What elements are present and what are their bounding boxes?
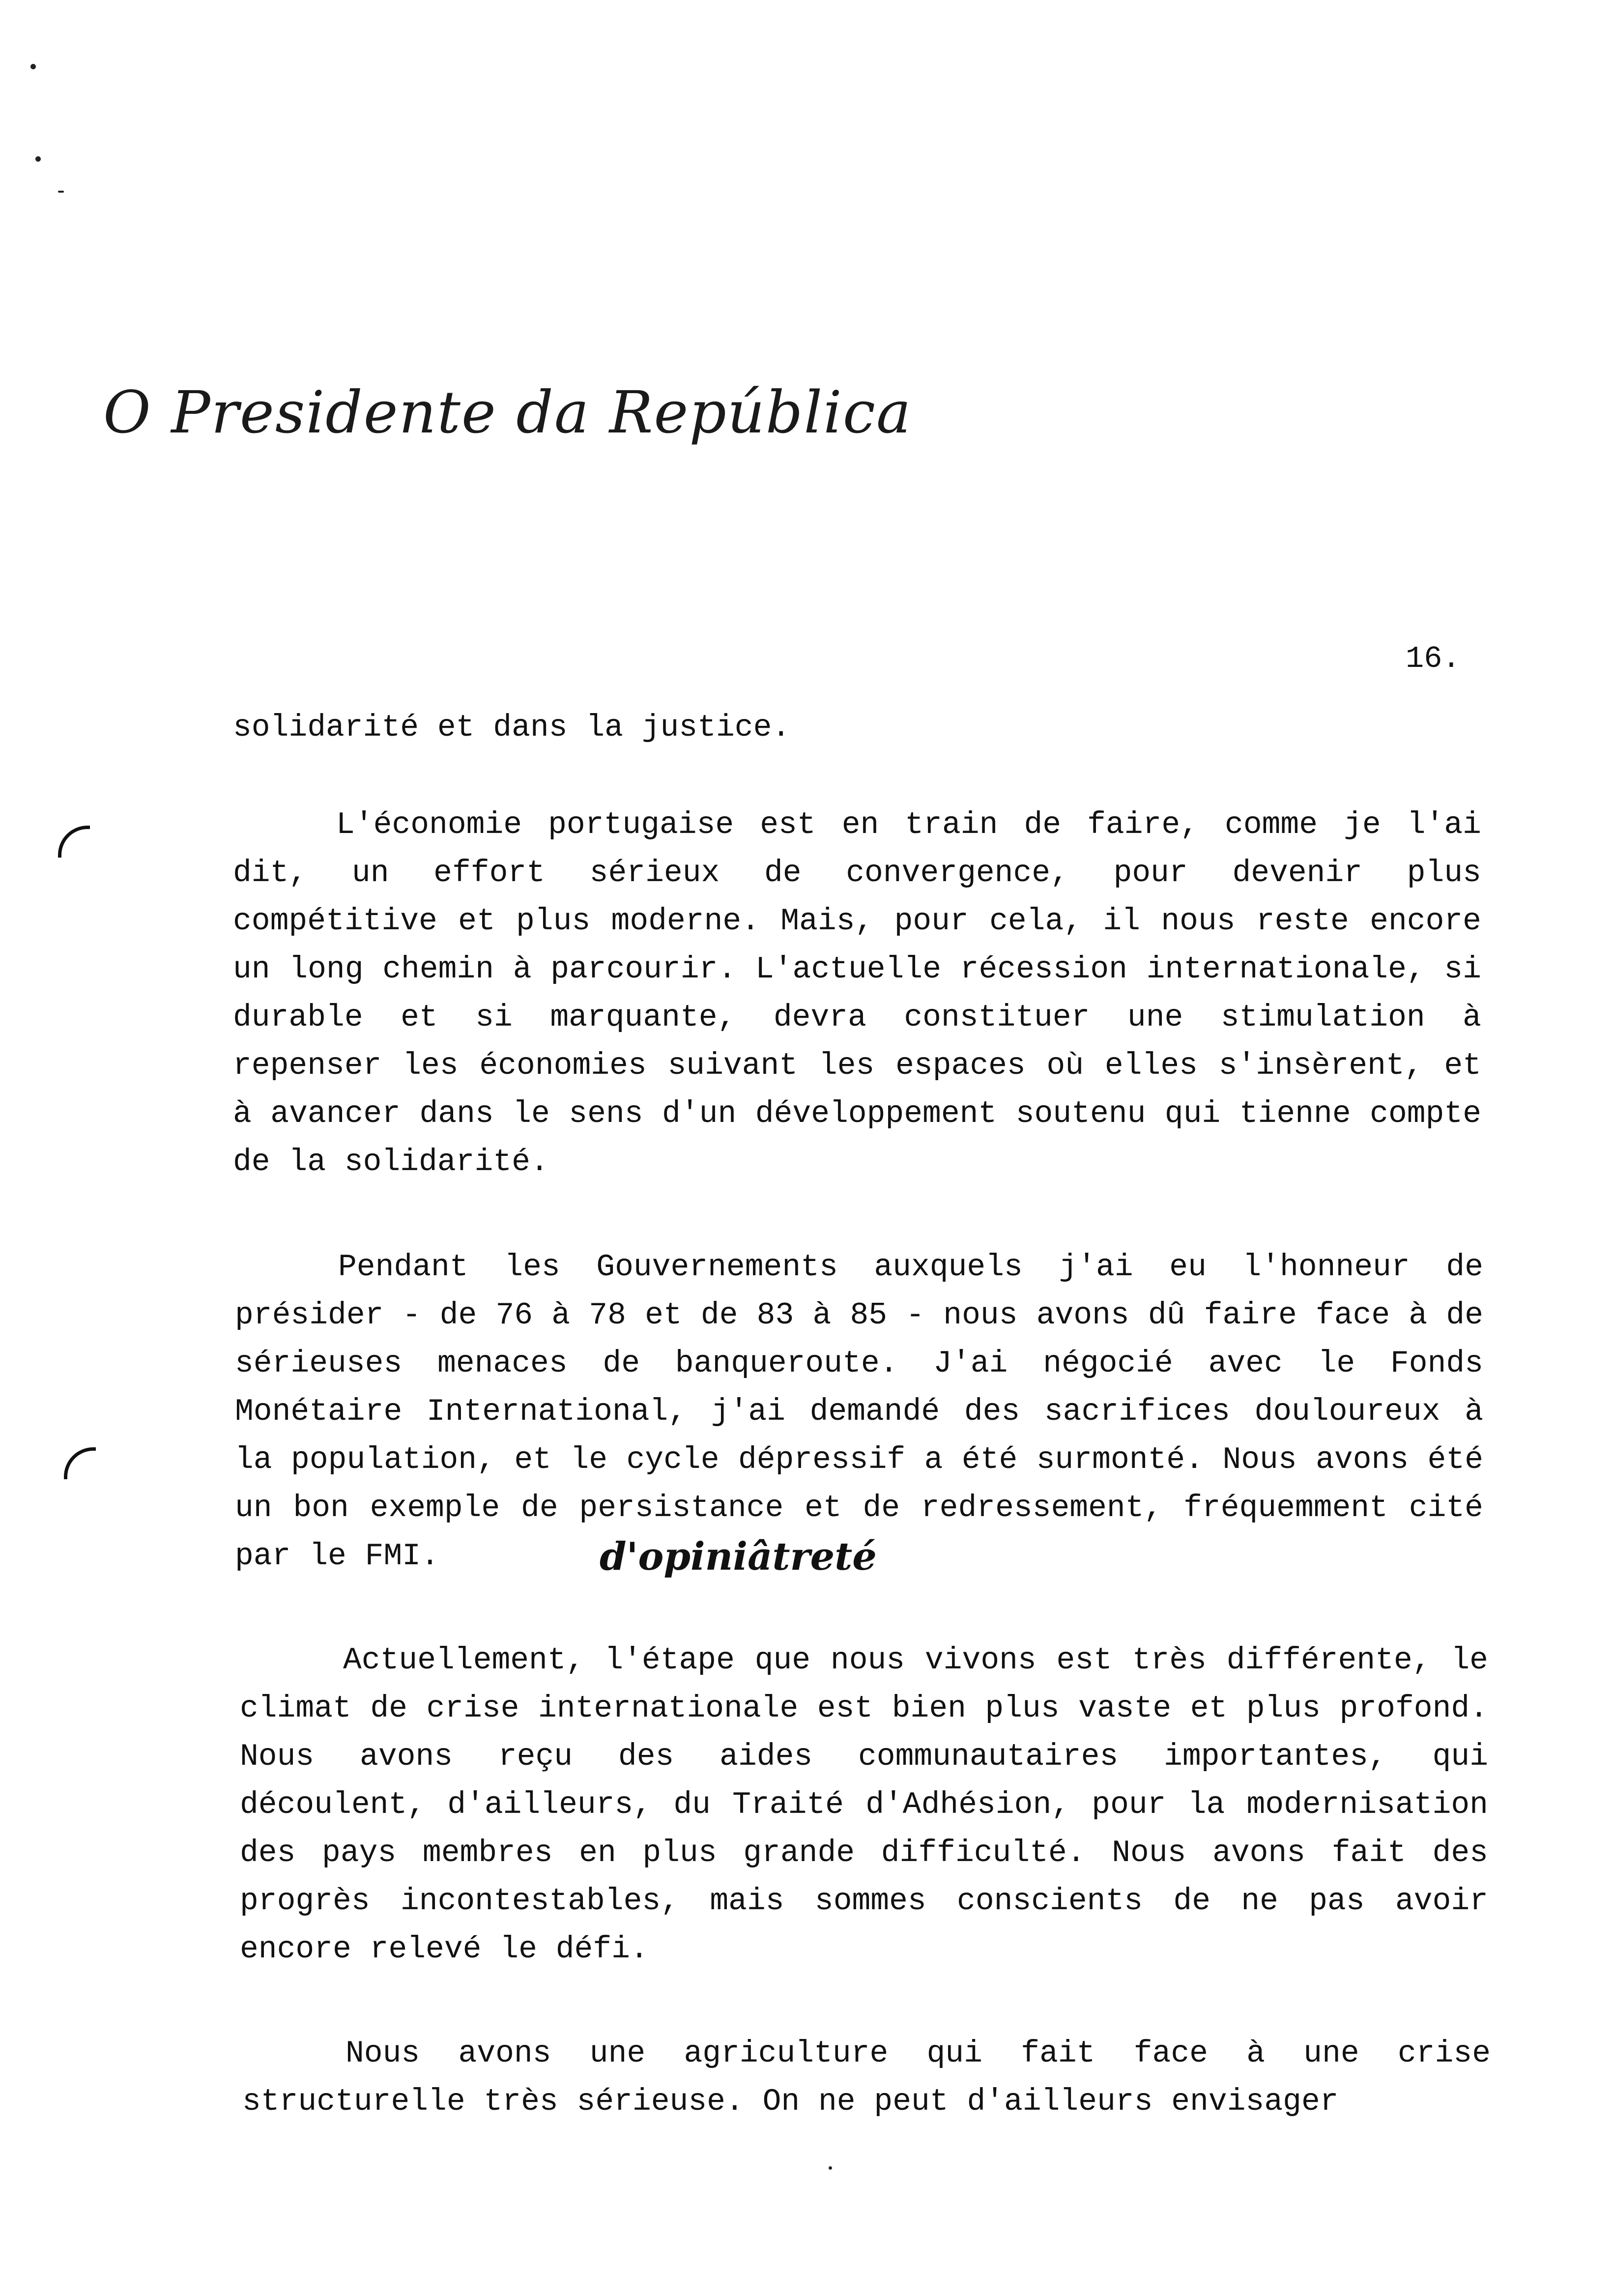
paragraph xyxy=(242,2030,1491,2126)
letterhead-title: O Presidente da República xyxy=(103,378,912,446)
paragraph-text: L'économie portugaise est en train de faire, comme je l'ai dit, un effort sérieux de convergence, pour devenir plus compétitive et plus moderne. Mais, pour cela, il nous reste encore un long chemin à parcourir. L'actuelle récession internationale, si durable et si marquante, devra constituer une stimulation à repenser les économies suivant les espaces où elles s'insèrent, et à avancer dans le sens d'un développement soutenu qui tienne compte de la solidarité. xyxy=(233,807,1481,1179)
paragraph xyxy=(235,1243,1483,1580)
margin-bracket-mark xyxy=(58,826,90,858)
paragraph xyxy=(233,801,1481,1186)
paragraph-text: solidarité et dans la justice. xyxy=(233,710,791,745)
paragraph-continuation xyxy=(233,704,1481,752)
paragraph-text: Actuellement, l'étape que nous vivons est très différente, le climat de crise internationale est bien plus vaste et plus profond. Nous avons reçu des aides communautaires importantes, qui découlent, d'ailleurs, du Traité d'Adhésion, pour la modernisation des pays membres en plus grande difficulté. Nous avons fait des progrès incontestables, mais sommes conscients de ne pas avoir encore relevé le défi. xyxy=(240,1643,1488,1967)
scan-speck xyxy=(58,191,64,193)
page-number: 16. xyxy=(1406,641,1461,676)
paragraph-text: Nous avons une agriculture qui fait face à une crise structurelle très sérieuse. On ne peut d'ailleurs envisager xyxy=(242,2036,1491,2119)
paragraph xyxy=(240,1636,1488,1974)
margin-bracket-mark xyxy=(64,1447,96,1479)
scan-speck xyxy=(35,156,41,162)
paragraph-text: Pendant les Gouvernements auxquels j'ai eu l'honneur de présider - de 76 à 78 et de 83 à 85 - nous avons dû faire face à de sérieuses menaces de banqueroute. J'ai négocié avec le Fonds Monétaire International, j'ai demandé des sacrifices douloureux à la population, et le cycle dépressif a été surmonté. Nous avons été un bon exemple de persistance et de redressement, fréquemment cité par le FMI. xyxy=(235,1250,1483,1574)
scan-speck xyxy=(30,64,36,69)
handwritten-annotation: d'opiniâtreté xyxy=(600,1534,877,1579)
scan-speck xyxy=(829,2166,832,2170)
